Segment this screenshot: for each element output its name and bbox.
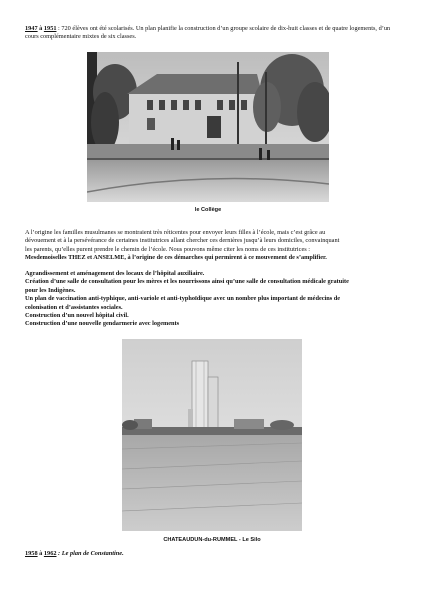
college-photo (87, 52, 329, 219)
silo-photo-image (122, 339, 302, 531)
paragraph3-line: Construction d’un nouvel hôpital civil. (25, 312, 129, 320)
paragraph2-line: Mesdemoiselles THEZ et ANSELME, à l’origine de ces démarches qui permirent à ce mouvement de s’amplifier. (25, 254, 327, 262)
paragraph3-line: colonisation et d’assistantes sociales. (25, 303, 123, 311)
paragraph3-line: Un plan de vaccination anti-typhique, anti-variole et anti-typhoïdique avec un nombre plus important de médecins de (25, 295, 341, 303)
footer-connector: à (37, 550, 44, 557)
college-caption: le Collège (194, 207, 222, 213)
paragraph3-line: pour les Indigènes. (25, 286, 76, 294)
intro-year-end: 1951 (43, 25, 57, 32)
silo-caption: CHATEAUDUN-du-RUMMEL - Le Silo (163, 537, 261, 543)
footer-text: : Le plan de Constantine. (56, 550, 124, 557)
paragraph-health (25, 270, 397, 329)
paragraph2-line: les parents, qu’elles purent prendre le chemin de l’école. Nous pouvons même citer les noms de ces institutrices : (25, 245, 311, 253)
paragraph3-line: Agrandissement et aménagement des locaux de l’hôpital auxiliaire. (25, 270, 205, 277)
footer-year-start: 1958 (25, 550, 38, 557)
paragraph3-line: Construction d’une nouvelle gendarmerie avec logements (25, 320, 180, 328)
intro-paragraph (25, 25, 397, 42)
paragraph2-line: dévouement et à la persévérance de certaines institutrices allant chercher ces dernières jusqu’à leurs domiciles, convainquant (25, 237, 340, 245)
silo-photo (122, 339, 302, 531)
paragraph3-line: Création d’une salle de consultation pour les mères et les nourrissons ainsi qu’une salle de consultation médicale gratuite (25, 278, 349, 286)
intro-text: : 720 élèves ont été scolarisés. Un plan planifie la construction d’un groupe scolaire de dix-huit classes et de quatre logements, d’un cours complémentaire mixtes de six classes. (25, 25, 391, 41)
college-photo-image (87, 52, 329, 219)
paragraph2-line: A l’origine les familles musulmanes se montraient très réticentes pour envoyer leurs filles à l’école, mais c’est grâce au (25, 229, 326, 236)
footer-year-end: 1962 (43, 550, 57, 557)
intro-connector: à (37, 25, 44, 32)
paragraph-schooling-girls (25, 229, 397, 263)
intro-year-start: 1947 (25, 25, 38, 32)
footer-paragraph (25, 550, 397, 558)
